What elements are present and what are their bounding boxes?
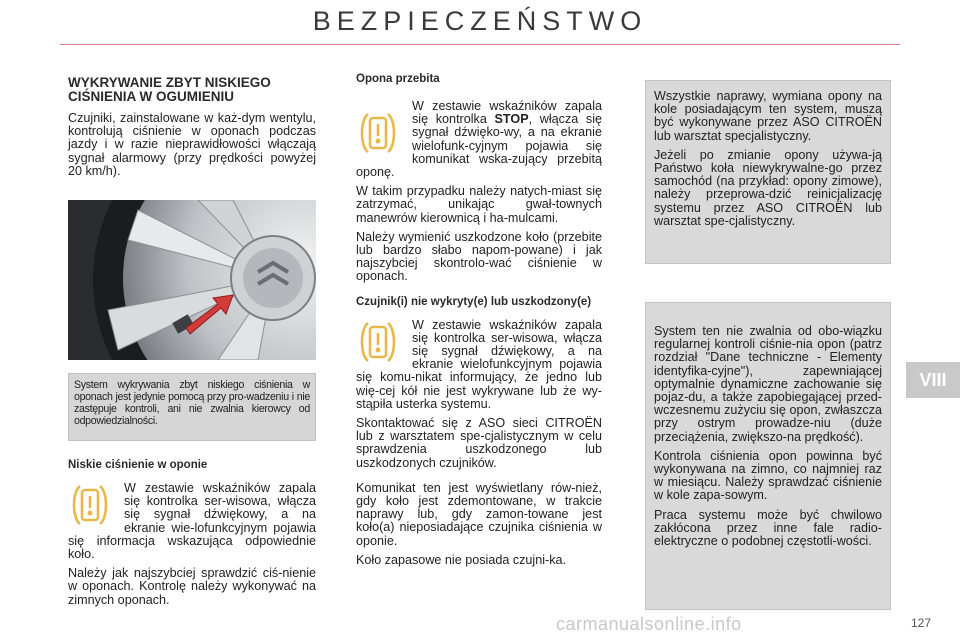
middle-column (356, 73, 602, 573)
sensor-text: W zestawie wskaźników zapala się kontrolka ser-wisowa, włącza się sygnał dźwiękowy, a na ekranie wielofunkcyjnym pojawia się komu-nikat informujący, że jedno lub wię-cej kół nie jest wykrywane lub że wy-stąpiła usterka systemu. (356, 317, 602, 411)
stop-label: STOP (494, 112, 529, 127)
sensor-text-2: Skontaktować się z ASO sieci CITROËN lub z warsztatem spe-cjalistycznym w celu sprawdzenia uszkodzonego lub uszkodzonych czujników. (356, 416, 602, 470)
puncture-heading: Opona przebita (356, 73, 440, 85)
low-pressure-heading: Niskie ciśnienie w oponie (68, 459, 208, 471)
tpms-stop-icon (356, 110, 406, 160)
title-divider (60, 44, 900, 45)
spare-text: Komunikat ten jest wyświetlany rów-nież, gdy koło jest zdemontowane, w trakcie naprawy lub, gdy zamon-towane jest koło(a) nieposiadające czujnika ciśnienia w oponie. (356, 480, 602, 548)
check-frequency-text: Kontrola ciśnienia opon powinna być wykonywana na zimno, co najmniej raz w miesiącu. Należy sprawdzać ciśnienie w kole zapa-sowym. (654, 448, 882, 503)
tpms-warning-icon (68, 482, 118, 532)
section-heading: WYKRYWANIE ZBYT NISKIEGO CIŚNIENIA W OGUMIENIU (68, 75, 271, 104)
repair-info-box (645, 80, 891, 264)
tpms-service-icon (356, 319, 406, 369)
interference-text: Praca systemu może być chwilowo zakłócona przez inne fale radio-elektryczne o podobnej częstotli-wości. (654, 507, 882, 549)
sensor-heading: Czujnik(i) nie wykryty(e) lub uszkodzony(e) (356, 295, 592, 308)
wheel-photo (68, 200, 316, 360)
repair-text: Wszystkie naprawy, wymiana opony na kole posiadającym ten system, muszą być wykonywane przez ASO CITROËN lub warsztat specjalistyczny. (654, 89, 882, 143)
low-pressure-section (68, 459, 316, 613)
page-title: BEZPIECZEŃSTWO (312, 6, 648, 36)
puncture-text: W zestawie wskaźników zapala się kontrolka STOP, włącza się sygnał dźwięko-wy, a na ekranie wielofunk-cyjnym pojawia się komunikat wska-zujący przebitą oponę. (356, 99, 603, 180)
wheel-valve-image (68, 200, 316, 360)
note-box: System wykrywania zbyt niskiego ciśnienia w oponach jest jedynie pomocą przy pro-wadzeniu i nie zastępuje kontroli, ani nie zwalnia kierowcy od odpowiedzialności. (68, 373, 316, 441)
spare-text-2: Koło zapasowe nie posiada czujni-ka. (356, 552, 567, 567)
puncture-text-3: Należy wymienić uszkodzone koło (przebite lub bardzo słabo napom-powane) i jak najszybciej skontrolo-wać ciśnienie w oponach. (356, 229, 602, 284)
chapter-tab: VIII (906, 362, 960, 398)
reinit-text: Jeżeli po zmianie opony używa-ją Państwo koła niewykrywalne-go przez samochód (na przykład: opony zimowe), należy przeprowa-dzić reinicjalizację systemu przez ASO CITROËN lub warsztat spe-cjalistyczny. (654, 147, 882, 228)
check-text: System ten nie zwalnia od obo-wiązku regularnej kontroli ciśnie-nia opon (patrz rozdział "Dane techniczne - Elementy identyfika-cyjne"), zapewniającej optymalnie dynamiczne zachowanie się pojaz-du, a także zapobiegającej przed-wczesnemu zużyciu się opon, zwłaszcza przy ostrym prowadze-niu (duże przeciążenia, zwiększo-na prędkość). (654, 324, 882, 444)
watermark: carmanualsonline.info (556, 614, 742, 634)
page-number: 127 (911, 616, 932, 630)
pressure-check-box (645, 302, 891, 610)
intro-paragraph: Czujniki, zainstalowane w każ-dym wentylu, kontrolują ciśnienie w oponach podczas jazdy i w razie nieprawidłowości włączają sygnał alarmowy (przy prędkości powyżej 20 km/h). (68, 111, 316, 178)
left-column (68, 76, 316, 184)
low-pressure-text-2: Należy jak najszybciej sprawdzić ciś-nienie w oponach. Kontrolę należy wykonywać na zimnych oponach. (68, 566, 316, 607)
puncture-text-2: W takim przypadku należy natych-miast się zatrzymać, unikając gwał-townych manewrów kierownicą i ha-mulcami. (356, 184, 602, 225)
low-pressure-text: W zestawie wskaźników zapala się kontrolka ser-wisowa, włącza się sygnał dźwiękowy, a na ekranie wie-lofunkcyjnym pojawia się informacja wskazująca odpowiednie koło. (68, 481, 316, 562)
